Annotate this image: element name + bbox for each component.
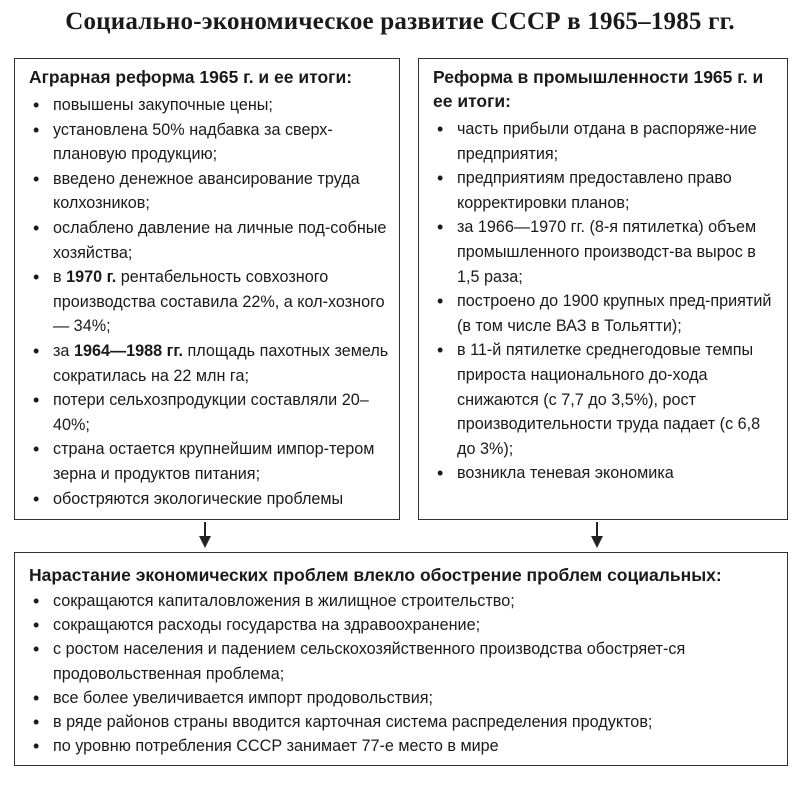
item-bold-date: 1964—1988 гг. [73,341,184,360]
list-item: • по уровню потребления СССР занимает 77-е место в мире [29,734,777,758]
social-problems-box [14,552,788,766]
item-text: за [53,341,74,360]
agrarian-reform-title: Аграрная реформа 1965 г. и ее итоги: [29,67,353,87]
list-item: • предприятиям предоставлено право корректировки планов; [433,166,777,215]
agrarian-reform-box [14,58,400,520]
industry-reform-box [418,58,788,520]
list-item: • введено денежное авансирование труда колхозников; [29,167,389,216]
list-item: • страна остается крупнейшим импор-тером зерна и продуктов питания; [29,437,389,486]
list-item: • сокращаются капиталовложения в жилищное строительство; [29,589,777,613]
list-item: • все более увеличивается импорт продовольствия; [29,686,777,710]
down-arrow-icon [199,522,211,548]
list-item: • часть прибыли отдана в распоряже-ние предприятия; [433,117,777,166]
social-problems-title: Нарастание экономических проблем влекло обострение проблем социальных: [29,565,722,585]
industry-reform-title: Реформа в промышленности 1965 г. и ее итоги: [433,67,764,111]
industry-reform-list [433,117,777,486]
list-item: • ослаблено давление на личные под-собные хозяйства; [29,216,389,265]
social-problems-list [29,589,777,758]
list-item: • повышены закупочные цены; [29,93,389,118]
list-item [29,339,389,388]
item-text: в [53,268,67,287]
page-title: Социально-экономическое развитие СССР в 1965–1985 гг. [65,8,735,35]
agrarian-reform-list [29,93,389,511]
down-arrow-icon [591,522,603,548]
list-item: • обостряются экологические проблемы [29,487,389,512]
list-item: • возникла теневая экономика [433,461,777,486]
item-text: рентабельность совхозного производства составила 22%, а кол-хозного — 34%; [53,268,385,336]
list-item: • в 11-й пятилетке среднегодовые темпы прироста национального до-хода снижаются (с 7,7 до 3,5%), рост производительности труда падает (с 6,8 до 3%); [433,338,777,461]
list-item: • установлена 50% надбавка за сверх-плановую продукцию; [29,118,389,167]
list-item: • за 1966—1970 гг. (8-я пятилетка) объем промышленного производст-ва вырос в 1,5 раза; [433,215,777,289]
list-item: • потери сельхозпродукции составляли 20–40%; [29,388,389,437]
item-bold-date: 1970 г. [66,268,117,287]
list-item: • в ряде районов страны вводится карточная система распределения продуктов; [29,710,777,734]
list-item: • построено до 1900 крупных пред-приятий (в том числе ВАЗ в Тольятти); [433,289,777,338]
list-item [29,265,389,339]
list-item: • сокращаются расходы государства на здравоохранение; [29,613,777,637]
list-item: • с ростом населения и падением сельскохозяйственного производства обостряет-ся продовольственная проблема; [29,637,777,685]
item-text: площадь пахотных земель сократилась на 22 млн га; [53,341,389,385]
